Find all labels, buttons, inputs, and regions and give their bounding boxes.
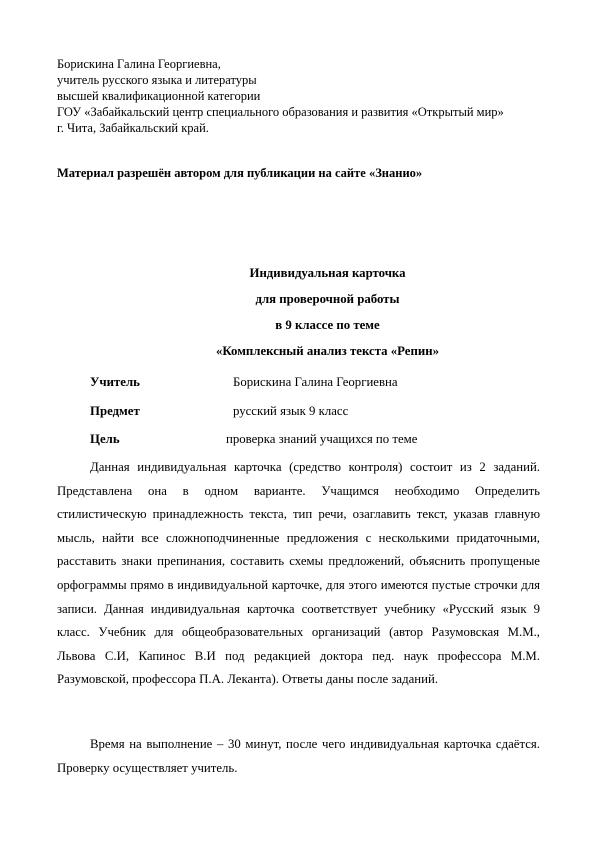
- title-line-4: «Комплексный анализ текста «Репин»: [216, 344, 439, 358]
- meta-subject-value: русский язык 9 класс: [233, 404, 349, 418]
- body-paragraph-2: Время на выполнение – 30 минут, после чего индивидуальная карточка сдаётся. Проверку осуществляет учитель.: [57, 737, 540, 775]
- author-category: высшей квалификационной категории: [57, 89, 261, 103]
- author-location: г. Чита, Забайкальский край.: [57, 121, 209, 135]
- body-paragraph-1: Данная индивидуальная карточка (средство контроля) состоит из 2 заданий. Представлена она в одном варианте. Учащимся необходимо Определить стилистическую принадлежность текста, тип речи, озаглавить текст, указав главную мысль, найти все сложноподчиненные предложения с несколькими придаточными, расставить знаки препинания, составить схемы предложений, объяснить пропущеные орфограммы прямо в индивидуальной карточке, для этого имеются пустые строчки для записи. Данная индивидуальная карточка соответствует учебнику «Русский язык 9 класс. Учебник для общеобразовательных организаций (автор Разумовская М.М., Львова С.И, Капинос В.И под редакцией доктора пед. наук профессора М.М. Разумовской, профессора П.А. Леканта). Ответы даны после заданий.: [57, 460, 540, 687]
- title-line-2: для проверочной работы: [255, 292, 400, 306]
- author-info: [57, 56, 532, 136]
- title-line-3: в 9 классе по теме: [275, 318, 380, 332]
- meta-goal-label: Цель: [90, 432, 120, 446]
- author-position: учитель русского языка и литературы: [57, 73, 257, 87]
- author-name: Борискина Галина Георгиевна,: [57, 57, 221, 71]
- meta-subject-label: Предмет: [90, 404, 140, 418]
- title-line-1: Индивидуальная карточка: [249, 266, 406, 280]
- document-title: [0, 260, 595, 364]
- meta-teacher-label: Учитель: [90, 375, 140, 389]
- meta-teacher-value: Борискина Галина Георгиевна: [233, 375, 398, 389]
- meta-subject: [90, 401, 349, 421]
- author-organization: ГОУ «Забайкальский центр специального образования и развития «Открытый мир»: [57, 105, 504, 119]
- meta-goal: [90, 429, 418, 449]
- meta-teacher: [90, 372, 398, 392]
- meta-goal-value: проверка знаний учащихся по теме: [226, 432, 418, 446]
- publication-permission: Материал разрешён автором для публикации на сайте «Знанио»: [57, 166, 423, 180]
